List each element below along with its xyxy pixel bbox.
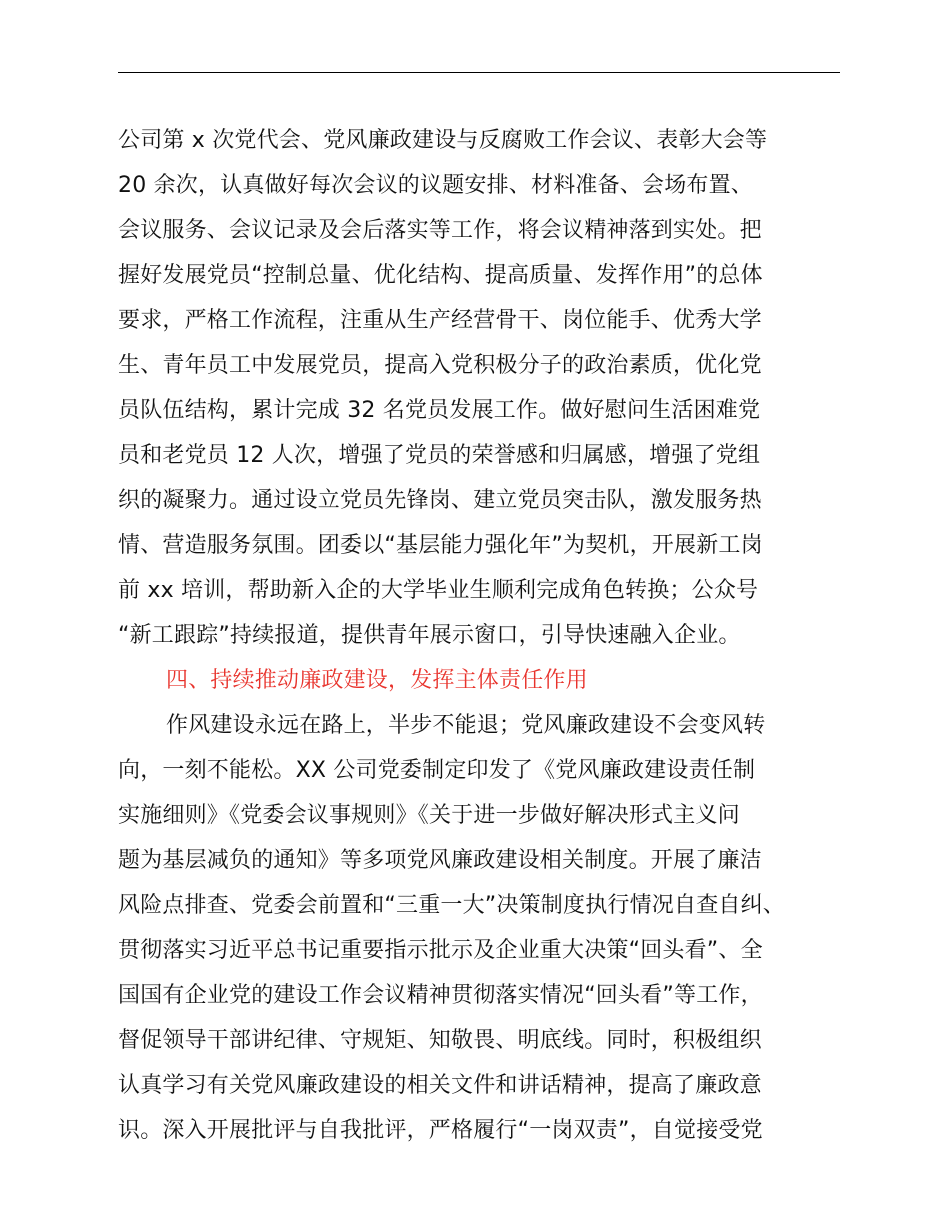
text-line: 握好发展党员“控制总量、优化结构、提高质量、发挥作用”的总体 xyxy=(118,263,763,288)
text-line: 员和老党员 12 人次，增强了党员的荣誉感和归属感，增强了党组 xyxy=(118,443,761,468)
section-heading: 四、持续推动廉政建设，发挥主体责任作用 xyxy=(166,668,588,693)
text-line: 贯彻落实习近平总书记重要指示批示及企业重大决策“回头看”、全 xyxy=(118,938,763,963)
text-line: 会议服务、会议记录及会后落实等工作，将会议精神落到实处。把 xyxy=(118,218,762,243)
text-line: 国国有企业党的建设工作会议精神贯彻落实情况“回头看”等工作， xyxy=(118,983,763,1008)
text-line: 20 余次，认真做好每次会议的议题安排、材料准备、会场布置、 xyxy=(118,173,753,198)
text-line: 情、营造服务氛围。团委以“基层能力强化年”为契机，开展新工岗 xyxy=(118,533,763,558)
text-line: 向，一刻不能松。XX 公司党委制定印发了《党风廉政建设责任制 xyxy=(118,758,756,783)
text-line: 督促领导干部讲纪律、守规矩、知敬畏、明底线。同时，积极组织 xyxy=(118,1028,762,1053)
text-line: 风险点排查、党委会前置和“三重一大”决策制度执行情况自查自纠、 xyxy=(118,893,785,918)
text-line: 员队伍结构，累计完成 32 名党员发展工作。做好慰问生活困难党 xyxy=(118,398,761,423)
text-line: “新工跟踪”持续报道，提供青年展示窗口，引导快速融入企业。 xyxy=(118,623,741,648)
text-line: 实施细则》《党委会议事规则》《关于进一步做好解决形式主义问 xyxy=(118,803,740,828)
document-body xyxy=(118,118,848,1153)
text-line: 作风建设永远在路上，半步不能退；党风廉政建设不会变风转 xyxy=(166,713,766,738)
text-line: 识。深入开展批评与自我批评，严格履行“一岗双责”，自觉接受党 xyxy=(118,1118,763,1143)
paragraph-1 xyxy=(118,118,848,658)
text-line: 公司第 x 次党代会、党风廉政建设与反腐败工作会议、表彰大会等 xyxy=(118,128,768,153)
text-line: 织的凝聚力。通过设立党员先锋岗、建立党员突击队，激发服务热 xyxy=(118,488,762,513)
text-line: 前 xx 培训，帮助新入企的大学毕业生顺利完成角色转换；公众号 xyxy=(118,578,759,603)
header-rule xyxy=(118,72,840,73)
text-line: 生、青年员工中发展党员，提高入党积极分子的政治素质，优化党 xyxy=(118,353,762,378)
paragraph-2 xyxy=(118,703,848,1153)
text-line: 要求，严格工作流程，注重从生产经营骨干、岗位能手、优秀大学 xyxy=(118,308,762,333)
text-line: 认真学习有关党风廉政建设的相关文件和讲话精神，提高了廉政意 xyxy=(118,1073,762,1098)
text-line: 题为基层减负的通知》等多项党风廉政建设相关制度。开展了廉洁 xyxy=(118,848,762,873)
